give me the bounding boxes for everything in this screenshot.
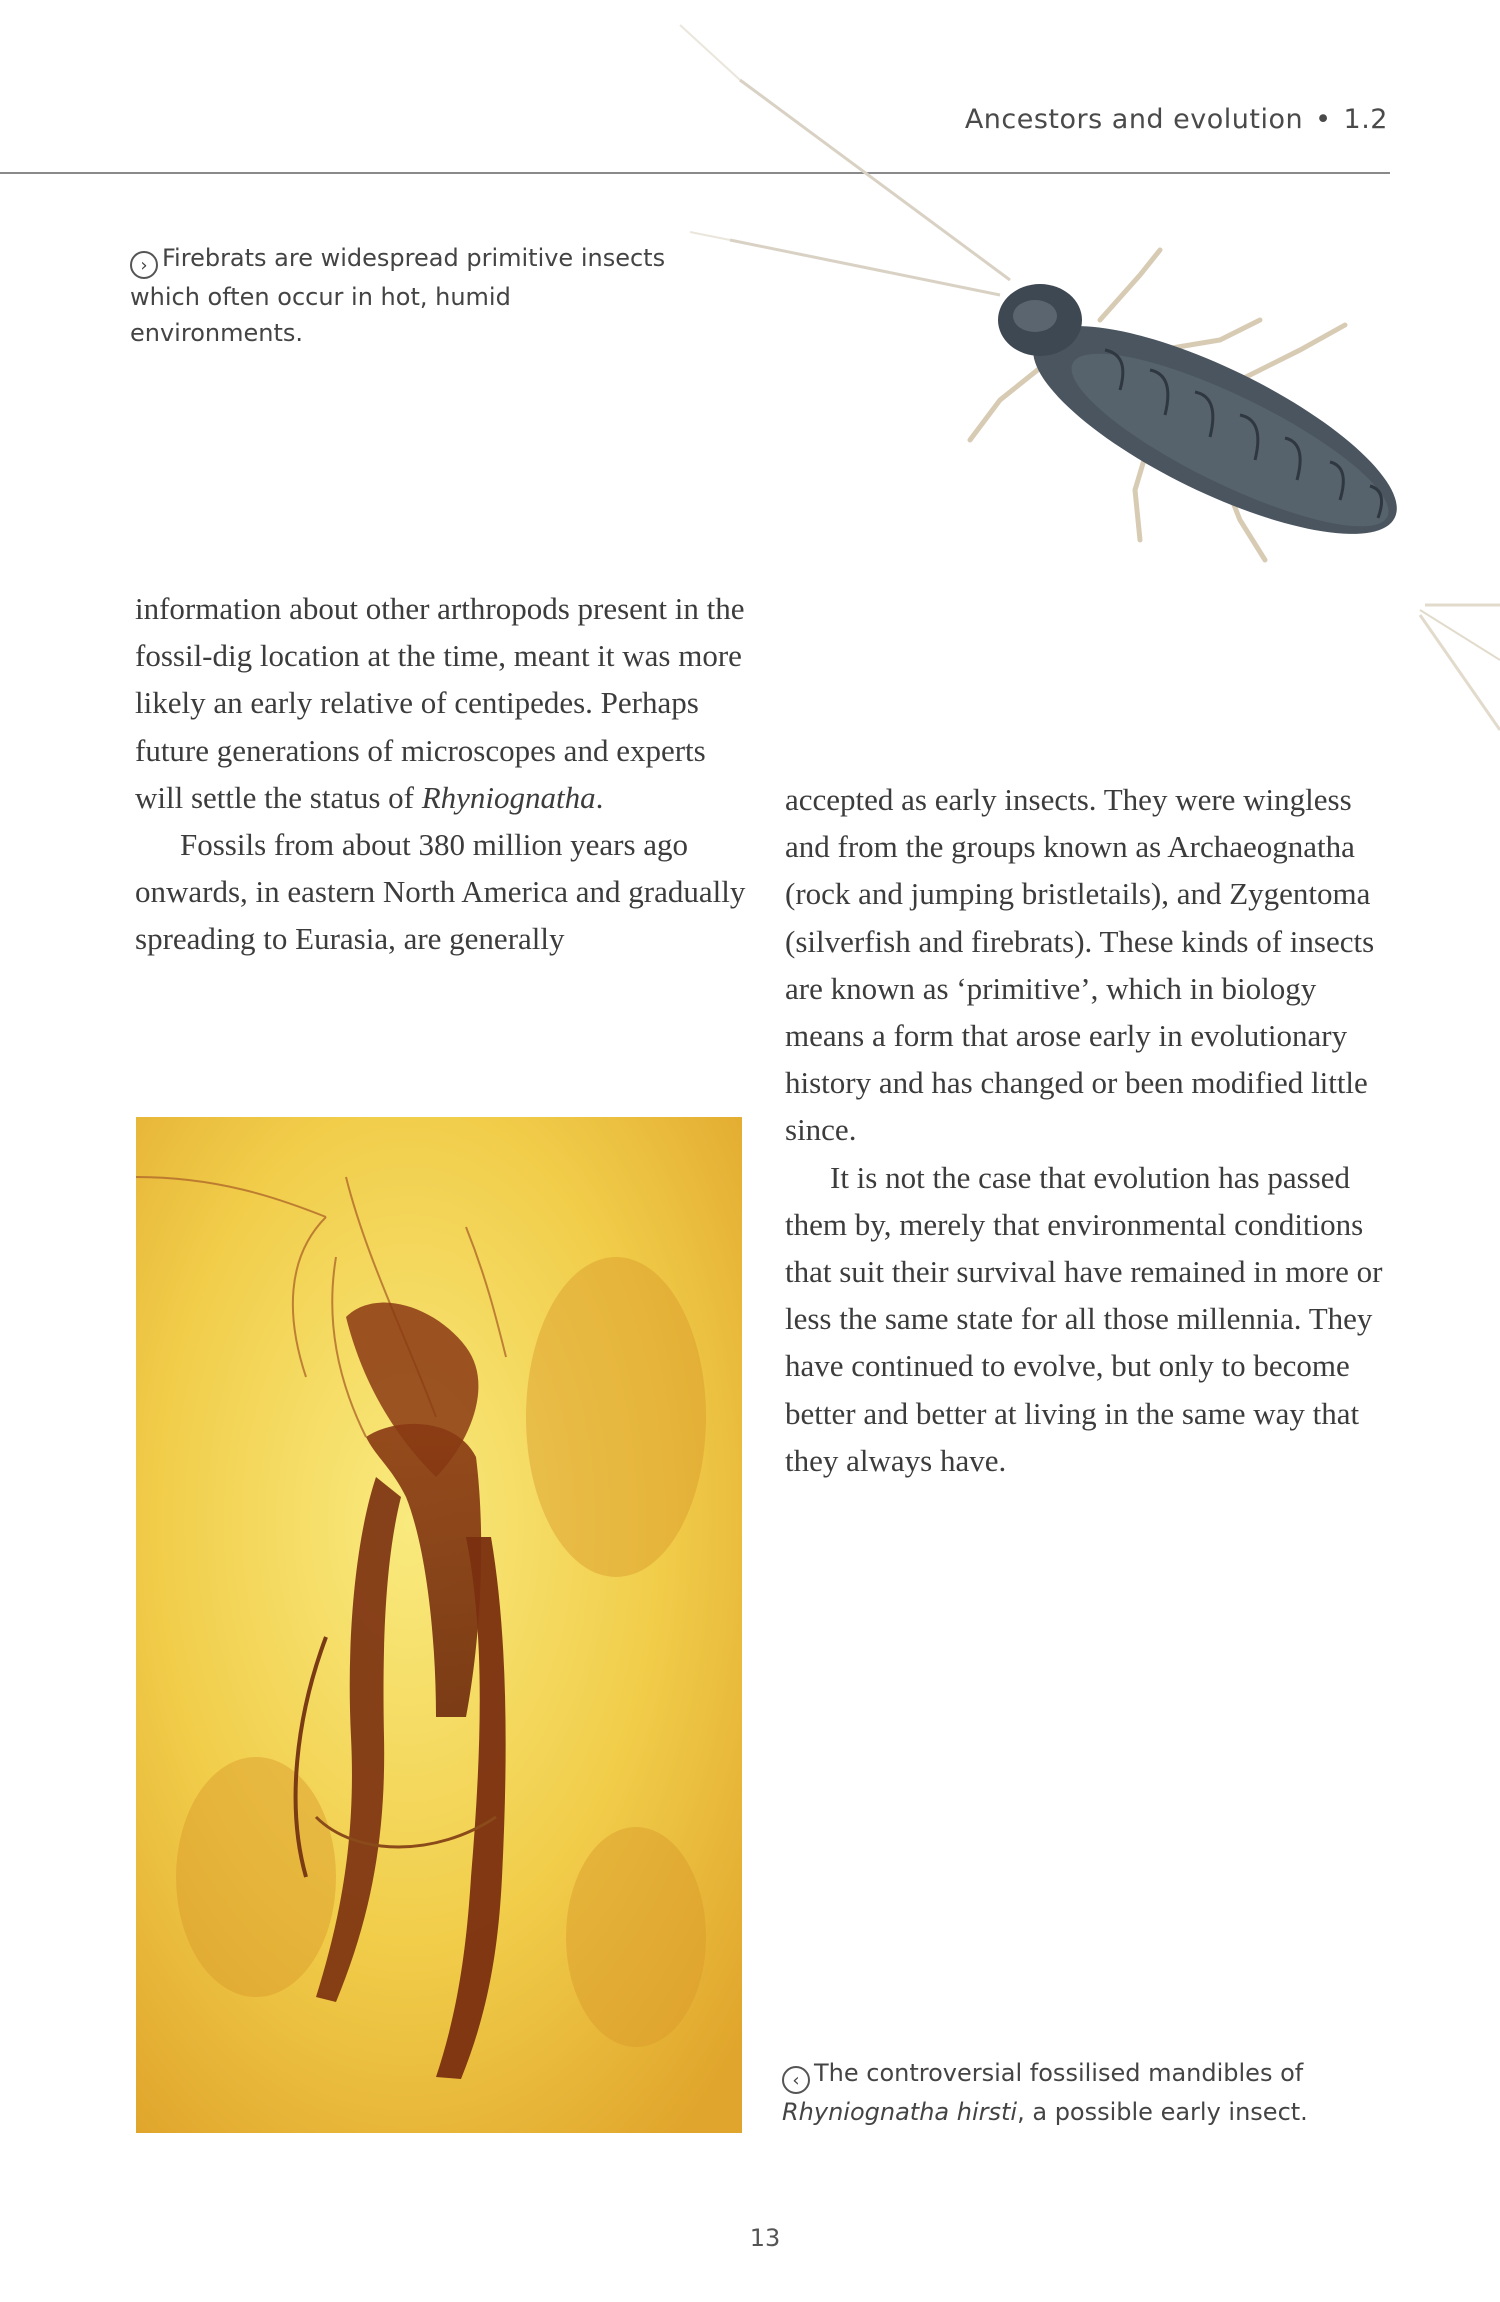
section-title: Ancestors and evolution bbox=[964, 104, 1304, 135]
insect-body bbox=[998, 284, 1422, 573]
firebrat-caption-text: Firebrats are widespread primitive insects which often occur in hot, humid environments. bbox=[130, 244, 666, 347]
left-paragraph-1 bbox=[135, 585, 755, 821]
fossil-caption-end: , a possible early insect. bbox=[1017, 2098, 1308, 2126]
fossil-caption-text: The controversial fossilised mandibles of bbox=[814, 2059, 1304, 2087]
fossil-species-name: Rhyniognatha hirsti bbox=[782, 2098, 1018, 2126]
fossil-caption bbox=[782, 2055, 1342, 2130]
page-number: 13 bbox=[749, 2224, 781, 2252]
left-text-column bbox=[135, 585, 755, 963]
header-separator: • bbox=[1315, 104, 1332, 135]
arrow-left-icon: ‹ bbox=[782, 2066, 810, 2094]
genus-name: Rhyniognatha bbox=[421, 779, 596, 815]
left-paragraph-1-text: information about other arthropods present in the fossil-dig location at the time, meant it was more likely an early relative of centipedes. Perhaps future generations of microscopes and experts will settle the status of bbox=[135, 591, 745, 815]
left-paragraph-1-end: . bbox=[595, 779, 604, 815]
right-paragraph-1: accepted as early insects. They were wingless and from the groups known as Archaeognatha (rock and jumping bristletails), and Zygentoma (silverfish and firebrats). These kinds of insects are known as ‘primitive’, which in biology means a form that arose early in evolutionary history and has changed or been modified little since. bbox=[785, 782, 1375, 1148]
right-paragraph-2: It is not the case that evolution has passed them by, merely that environmental conditions that suit their survival have remained in more or less the same state for all those millennia. They have continued to evolve, but only to become better and better at living in the same way that they always have. bbox=[785, 1159, 1383, 1478]
section-number: 1.2 bbox=[1343, 104, 1388, 135]
right-text-column bbox=[785, 776, 1385, 1484]
arrow-right-icon: › bbox=[130, 251, 158, 279]
amber-fossil-photo bbox=[136, 1117, 742, 2133]
left-paragraph-2: Fossils from about 380 million years ago onwards, in eastern North America and gradually spreading to Eurasia, are generally bbox=[135, 827, 746, 957]
